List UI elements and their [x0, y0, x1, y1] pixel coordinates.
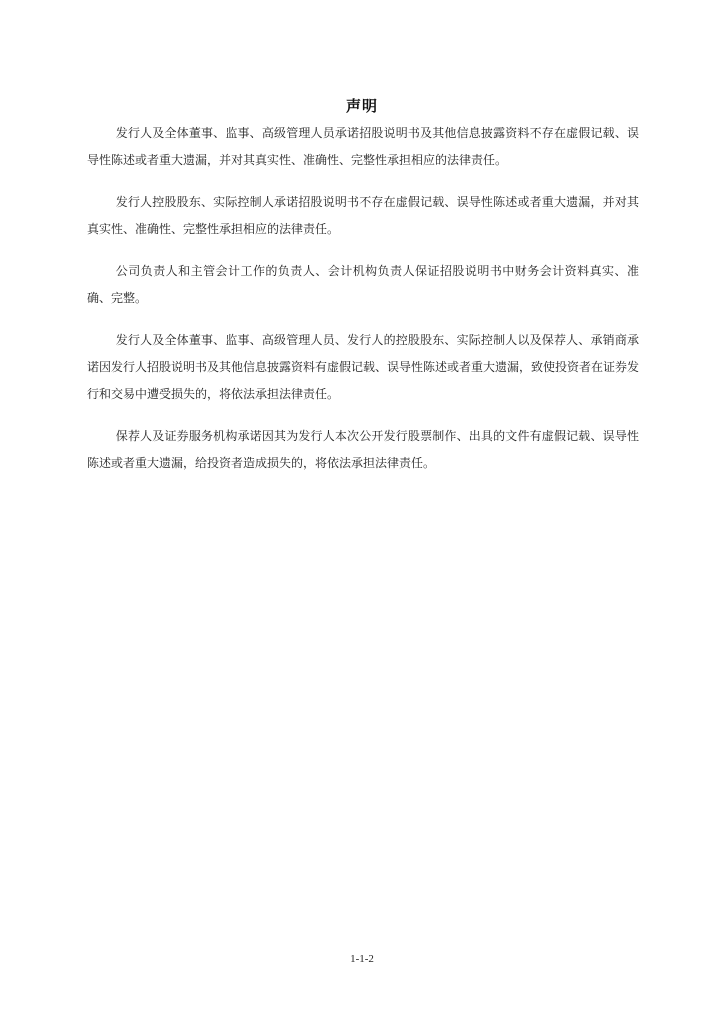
- declaration-body: [87, 120, 639, 492]
- page-title: 声明: [345, 97, 378, 115]
- declaration-paragraph-5: 保荐人及证券服务机构承诺因其为发行人本次公开发行股票制作、出具的文件有虚假记载、误导性陈述或者重大遗漏，给投资者造成损失的，将依法承担法律责任。: [87, 429, 639, 470]
- declaration-paragraph-4: 发行人及全体董事、监事、高级管理人员、发行人的控股股东、实际控制人以及保荐人、承销商承诺因发行人招股说明书及其他信息披露资料有虚假记载、误导性陈述或者重大遗漏，致使投资者在证券发行和交易中遭受损失的，将依法承担法律责任。: [87, 333, 640, 401]
- declaration-paragraph-3: 公司负责人和主管会计工作的负责人、会计机构负责人保证招股说明书中财务会计资料真实、准确、完整。: [87, 264, 639, 305]
- declaration-paragraph-1: 发行人及全体董事、监事、高级管理人员承诺招股说明书及其他信息披露资料不存在虚假记载、误导性陈述或者重大遗漏，并对其真实性、准确性、完整性承担相应的法律责任。: [87, 126, 639, 167]
- page-number: 1-1-2: [350, 953, 374, 965]
- declaration-paragraph-2: 发行人控股股东、实际控制人承诺招股说明书不存在虚假记载、误导性陈述或者重大遗漏，并对其真实性、准确性、完整性承担相应的法律责任。: [87, 195, 639, 236]
